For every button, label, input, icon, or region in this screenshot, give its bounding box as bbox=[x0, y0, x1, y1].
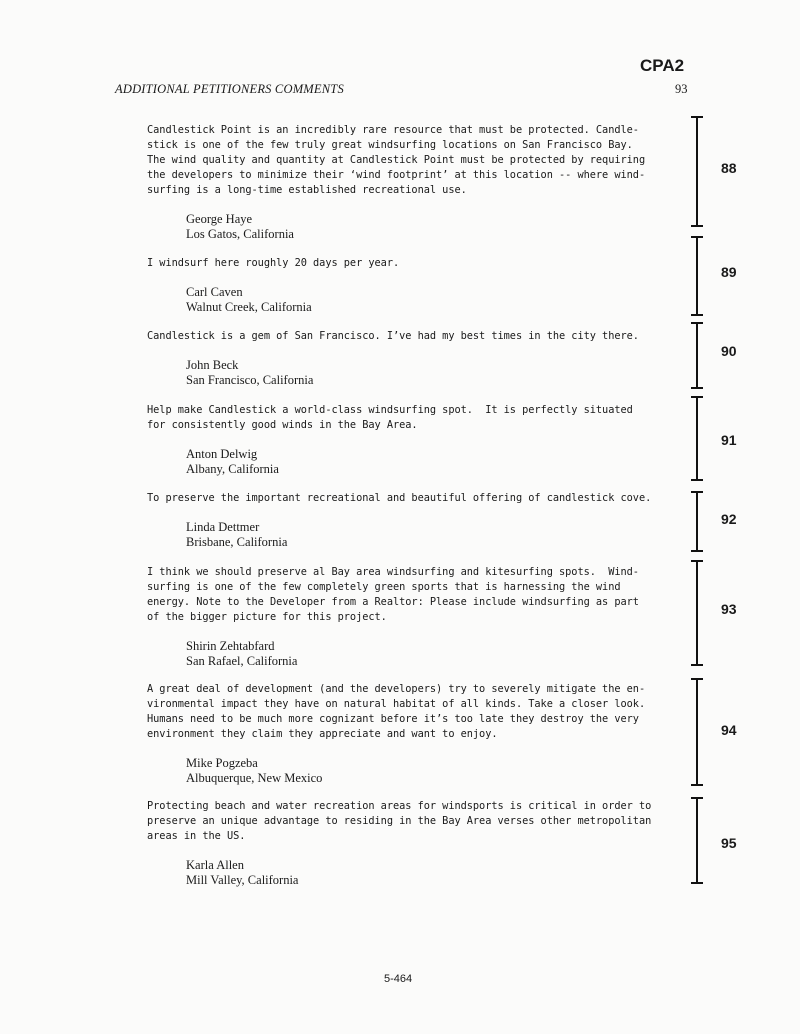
commenter-location: Brisbane, California bbox=[186, 535, 288, 549]
commenter-location: Albuquerque, New Mexico bbox=[186, 771, 323, 785]
comment-text: Candlestick is a gem of San Francisco. I’ve had my best times in the city there. bbox=[147, 330, 639, 342]
signature bbox=[186, 285, 662, 315]
commenter-name: Anton Delwig bbox=[186, 447, 258, 461]
commenter-location: Walnut Creek, California bbox=[186, 300, 312, 314]
commenter-name: Linda Dettmer bbox=[186, 520, 260, 534]
comment-number: 94 bbox=[721, 722, 737, 738]
comment-bracket bbox=[696, 396, 700, 481]
commenter-location: San Francisco, California bbox=[186, 373, 314, 387]
commenter-name: Mike Pogzeba bbox=[186, 756, 258, 770]
comment-text: I think we should preserve al Bay area windsurfing and kitesurfing spots. Wind- surfing is one of the few completely green sports that is harnessing the wind energy. Note to the Developer from a Realtor: Please include windsurfing as part of the bigger picture for this project. bbox=[147, 566, 639, 623]
comment-bracket bbox=[696, 236, 700, 316]
comment-text: Protecting beach and water recreation areas for windsports is critical in order to preserve an unique advantage to residing in the Bay Area verses other metropolitan areas in the US. bbox=[147, 800, 652, 842]
signature bbox=[186, 858, 662, 888]
signature bbox=[186, 358, 662, 388]
comment-bracket bbox=[696, 491, 700, 552]
signature bbox=[186, 639, 662, 669]
comment-bracket bbox=[696, 116, 700, 227]
comment-block bbox=[147, 491, 662, 550]
commenter-name: George Haye bbox=[186, 212, 253, 226]
comment-block bbox=[147, 329, 662, 388]
commenter-location: San Rafael, California bbox=[186, 654, 298, 668]
comment-number: 93 bbox=[721, 601, 737, 617]
comment-block bbox=[147, 565, 662, 669]
section-title: ADDITIONAL PETITIONERS COMMENTS bbox=[115, 82, 344, 96]
comment-number: 91 bbox=[721, 432, 737, 448]
signature bbox=[186, 447, 662, 477]
comment-bracket bbox=[696, 797, 700, 884]
comment-number: 90 bbox=[721, 343, 737, 359]
comment-block bbox=[147, 256, 662, 315]
comment-text: Help make Candlestick a world-class windsurfing spot. It is perfectly situated for consistently good winds in the Bay Area. bbox=[147, 404, 633, 431]
comment-number: 95 bbox=[721, 835, 737, 851]
comment-bracket bbox=[696, 560, 700, 666]
commenter-location: Mill Valley, California bbox=[186, 873, 299, 887]
comment-bracket bbox=[696, 322, 700, 389]
comment-block bbox=[147, 799, 662, 888]
signature bbox=[186, 520, 662, 550]
document-code: CPA2 bbox=[640, 56, 685, 75]
commenter-name: Shirin Zehtabfard bbox=[186, 639, 275, 653]
comment-number: 89 bbox=[721, 264, 737, 280]
footer-page-label: 5-464 bbox=[384, 973, 413, 985]
comment-text: To preserve the important recreational and beautiful offering of candlestick cove. bbox=[147, 492, 652, 504]
commenter-location: Los Gatos, California bbox=[186, 227, 294, 241]
comment-bracket bbox=[696, 678, 700, 786]
comment-text: Candlestick Point is an incredibly rare resource that must be protected. Candle- stick is one of the few truly great windsurfing locations on San Francisco Bay. The wind quality and quantity at Candlestick Point must be protected by requiring the developers to minimize their ‘wind footprint’ at this location -- where wind- surfing is a long-time established recreational use. bbox=[147, 124, 646, 196]
commenter-name: Carl Caven bbox=[186, 285, 243, 299]
page-number: 93 bbox=[675, 82, 688, 96]
comment-number: 88 bbox=[721, 160, 737, 176]
comment-block bbox=[147, 682, 662, 786]
comment-text: A great deal of development (and the developers) try to severely mitigate the en- vironmental impact they have on natural habitat of all kinds. Take a closer look. Humans need to be much more cognizant before it’s too late they destroy the very environment they claim they appreciate and want to enjoy. bbox=[147, 683, 646, 740]
comment-block bbox=[147, 123, 662, 242]
comment-block bbox=[147, 403, 662, 477]
comment-text: I windsurf here roughly 20 days per year. bbox=[147, 257, 400, 269]
signature bbox=[186, 212, 662, 242]
commenter-name: John Beck bbox=[186, 358, 239, 372]
commenter-name: Karla Allen bbox=[186, 858, 244, 872]
signature bbox=[186, 756, 662, 786]
comment-number: 92 bbox=[721, 511, 737, 527]
commenter-location: Albany, California bbox=[186, 462, 279, 476]
